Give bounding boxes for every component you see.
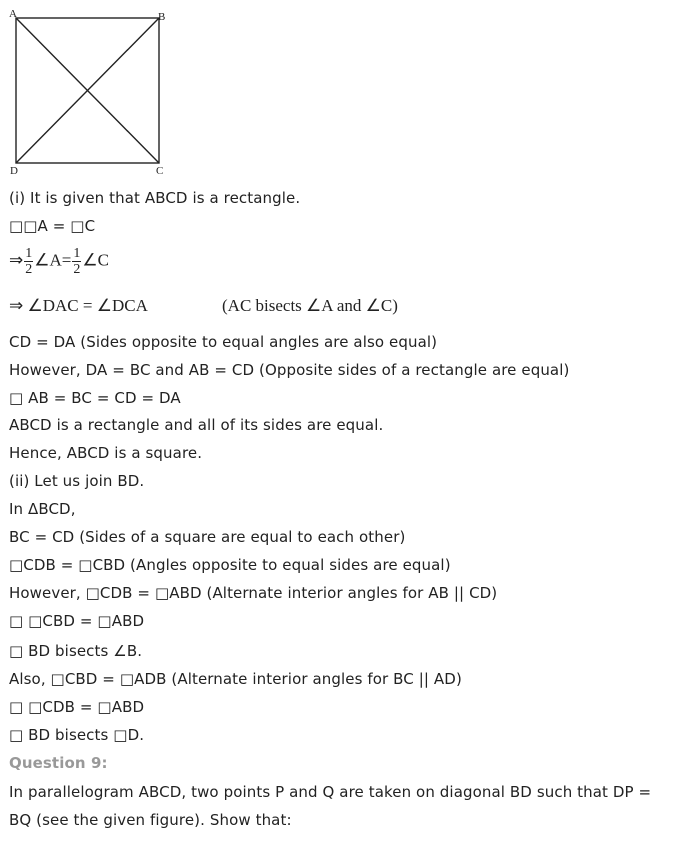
text-line-3: CD = DA (Sides opposite to equal angles are also equal) [9, 333, 438, 351]
text-line-5: □ AB = BC = CD = DA [9, 389, 181, 407]
text-line-9: In ΔBCD, [9, 500, 76, 518]
vertex-label-a: A [9, 8, 17, 20]
implies-symbol: ⇒ [9, 250, 24, 270]
text-line-6: ABCD is a rectangle and all of its sides are equal. [9, 416, 384, 434]
vertex-label-d: D [10, 165, 18, 176]
text-line-16: □ □CDB = □ABD [9, 698, 145, 716]
vertex-label-c: C [156, 165, 164, 176]
question-text-line-2: BQ (see the given figure). Show that: [9, 811, 292, 829]
text-line-12: However, □CDB = □ABD (Alternate interior angles for AB || CD) [9, 584, 498, 602]
text-line-2: □□A = □C [9, 217, 96, 235]
square-abcd-figure [6, 6, 176, 176]
question-text-line-1: In parallelogram ABCD, two points P and Q are taken on diagonal BD such that DP = [9, 783, 652, 801]
text-line-15: Also, □CBD = □ADB (Alternate interior angles for BC || AD) [9, 670, 462, 688]
text-line-14: □ BD bisects ∠B. [9, 642, 143, 660]
text-line-10: BC = CD (Sides of a square are equal to each other) [9, 528, 406, 546]
equation-note: (AC bisects ∠A and ∠C) [222, 296, 398, 315]
angle-a-equals: ∠A= [34, 250, 72, 270]
equation-dac-dca [9, 296, 148, 316]
fraction-half-2: $\frac{1}{2}$ [73, 246, 81, 277]
text-line-17: □ BD bisects □D. [9, 726, 145, 744]
equation-dac-dca-text: ⇒ ∠DAC = ∠DCA [9, 296, 148, 315]
text-line-7: Hence, ABCD is a square. [9, 444, 203, 462]
question-title: Question 9: [9, 754, 108, 772]
equation-half-angles [9, 246, 109, 277]
text-line-4: However, DA = BC and AB = CD (Opposite sides of a rectangle are equal) [9, 361, 570, 379]
text-line-13: □ □CBD = □ABD [9, 612, 145, 630]
angle-c: ∠C [82, 250, 109, 270]
fraction-half-1: $\frac{1}{2}$ [25, 246, 33, 277]
text-line-1: (i) It is given that ABCD is a rectangle. [9, 189, 301, 207]
text-line-8: (ii) Let us join BD. [9, 472, 145, 490]
text-line-11: □CDB = □CBD (Angles opposite to equal sides are equal) [9, 556, 451, 574]
vertex-label-b: B [158, 11, 166, 23]
